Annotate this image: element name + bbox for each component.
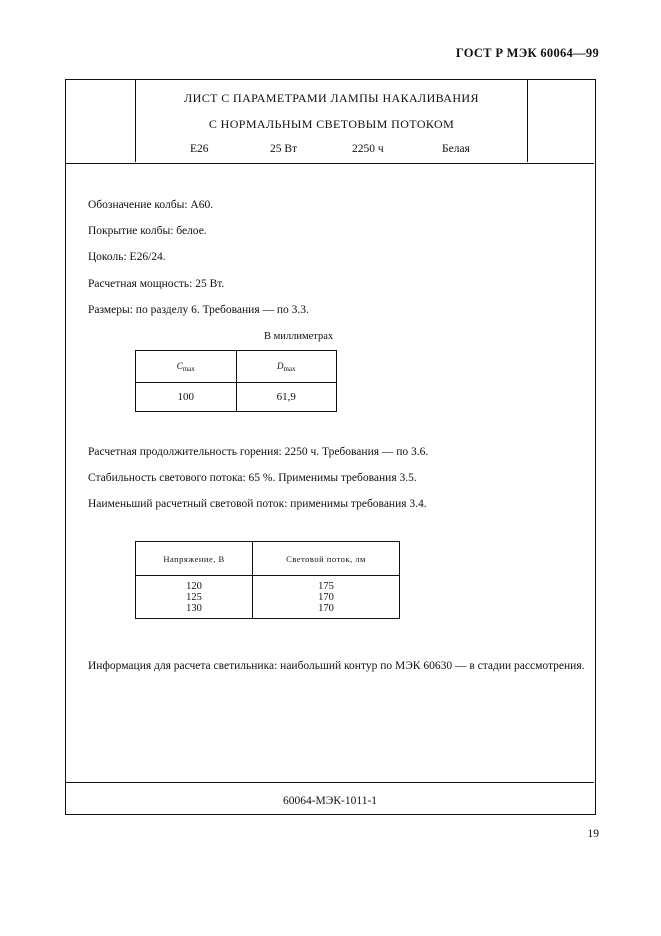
title-line-2: С НОРМАЛЬНЫМ СВЕТОВЫМ ПОТОКОМ xyxy=(208,117,455,131)
header-flux: Световой поток, лм xyxy=(253,542,400,576)
units-note: В миллиметрах xyxy=(264,331,334,342)
title-line-1: ЛИСТ С ПАРАМЕТРАМИ ЛАМПЫ НАКАЛИВАНИЯ xyxy=(184,91,479,105)
rated-life: Расчетная продолжительность горения: 2250 ч. Требования — по 3.6. xyxy=(88,446,429,458)
dimensions-table-header xyxy=(136,351,337,383)
header-d-max: $D_{max}$ xyxy=(236,351,337,383)
voltage-value: 130 xyxy=(186,603,202,614)
voltage-value: 125 xyxy=(186,592,202,603)
c-max-value: 100 xyxy=(136,383,237,412)
flux-table-header xyxy=(136,542,400,576)
lumen-maintenance: Стабильность светового потока: 65 %. Применимы требования 3.5. xyxy=(88,472,417,484)
param-finish: Белая xyxy=(442,143,470,155)
table-row xyxy=(136,383,337,412)
page-number: 19 xyxy=(587,828,599,840)
standard-header: ГОСТ Р МЭК 60064—99 xyxy=(455,46,599,60)
voltage-value: 120 xyxy=(186,581,202,592)
header-voltage: Напряжение, В xyxy=(136,542,253,576)
d-max-value: 61,9 xyxy=(236,383,337,412)
dimensions-table xyxy=(135,350,337,412)
bulb-designation: Обозначение колбы: А60. xyxy=(88,199,214,211)
title-block xyxy=(66,80,594,164)
title-center-cell xyxy=(135,80,528,162)
sheet-code: 60064-МЭК-1011-1 xyxy=(282,795,378,807)
dimensions-note: Размеры: по разделу 6. Требования — по 3.3. xyxy=(88,304,309,316)
header-c-max: $C_{max}$ xyxy=(136,351,237,383)
param-cap: Е26 xyxy=(190,143,209,155)
bulb-coating: Покрытие колбы: белое. xyxy=(88,225,207,237)
param-life: 2250 ч xyxy=(352,143,384,155)
rated-power: Расчетная мощность: 25 Вт. xyxy=(88,278,225,290)
flux-value: 175 xyxy=(318,581,334,592)
cap-type: Цоколь: Е26/24. xyxy=(88,251,166,263)
flux-table xyxy=(135,541,400,619)
table-row xyxy=(136,576,400,619)
voltage-values xyxy=(136,576,253,619)
luminaire-info: Информация для расчета светильника: наибольший контур по МЭК 60630 — в стадии рассмотрения. xyxy=(88,660,585,672)
footer-block xyxy=(66,782,594,815)
data-sheet-frame xyxy=(65,79,596,815)
flux-value: 170 xyxy=(318,592,334,603)
param-power: 25 Вт xyxy=(270,143,298,155)
min-flux: Наименьший расчетный световой поток: применимы требования 3.4. xyxy=(88,498,427,510)
flux-values xyxy=(253,576,400,619)
flux-value: 170 xyxy=(318,603,334,614)
